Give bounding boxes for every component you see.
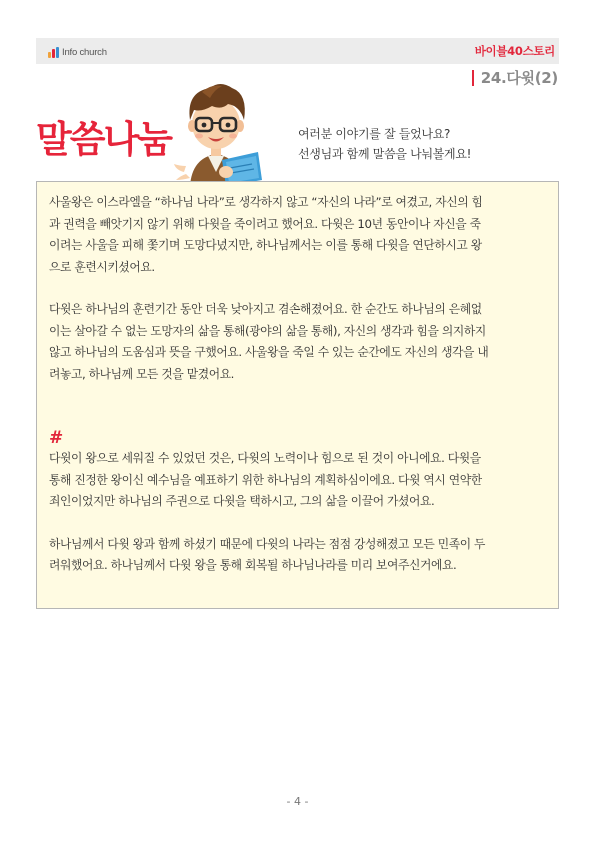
paragraph-line: 과 권력을 빼앗기지 않기 위해 다윗을 죽이려고 했어요. 다윗은 10년 동안이나 자신을 죽 [49,216,481,231]
content-box [36,181,559,609]
paragraph-line: 려워했어요. 하나님께서 다윗 왕을 통해 회복될 하나님나라를 미리 보여주신거에요. [49,558,457,572]
paragraph-line: 이려는 사울을 피해 쫓기며 도망다녔지만, 하나님께서는 이를 통해 다윗을 연단하시고 왕 [49,238,482,252]
paragraph-line: 다윗은 하나님의 훈련기간 동안 더욱 낮아지고 겸손해졌어요. 한 순간도 하나님의 은혜없 [49,302,482,316]
paragraph-line: 다윗이 왕으로 세워질 수 있었던 것은, 다윗의 노력이나 힘으로 된 것이 아니에요. 다윗을 [49,451,481,465]
greeting-text [298,124,471,164]
paragraph-3 [49,448,546,513]
info-church-logo-icon [48,47,60,58]
teacher-mascot-illustration [166,76,268,186]
greeting-line-2: 선생님과 함께 말씀을 나눠볼게요! [298,147,472,161]
logo-text: Info church [62,46,107,58]
chapter-title [472,67,558,88]
paragraph-line: 않고 하나님의 도움심과 뜻을 구했어요. 사울왕을 죽일 수 있는 순간에도 자신의 생각을 내 [49,345,489,359]
paragraph-line: 으로 훈련시키셨어요. [49,259,155,274]
hash-marker: # [49,428,64,448]
section-heading: 말씀나눔 [36,118,171,161]
series-title: 바이블40스토리 [474,44,555,58]
logo [48,45,107,59]
paragraph-line: 이는 살아갈 수 없는 도망자의 삶을 통해(광야의 삶을 통해), 자신의 생각과 힘을 의지하지 [49,323,486,338]
paragraph-line: 통해 진정한 왕이신 예수님을 예표하기 위한 하나님의 계획하심이에요. 다윗 역시 연약한 [49,472,482,487]
paragraph-line: 사울왕은 이스라엘을 “하나님 나라”로 생각하지 않고 “자신의 나라”로 여겼고, 자신의 힘 [49,195,483,209]
paragraph-1 [49,192,546,278]
paragraph-line: 려놓고, 하나님께 모든 것을 맡겼어요. [49,366,235,381]
paragraph-line: 죄인이었지만 하나님의 주권으로 다윗을 택하시고, 그의 삶을 이끌어 가셨어요. [49,494,435,508]
greeting-line-1: 여러분 이야기를 잘 들었나요? [298,127,451,141]
paragraph-2 [49,299,546,385]
paragraph-4 [49,534,546,577]
page-number: - 4 - [286,795,309,808]
paragraph-line: 하나님께서 다윗 왕과 함께 하셨기 때문에 다윗의 나라는 점점 강성해졌고 모든 민족이 두 [49,536,486,551]
chapter-text: 24.다윗(2) [480,69,558,87]
chapter-accent-bar [472,70,474,86]
